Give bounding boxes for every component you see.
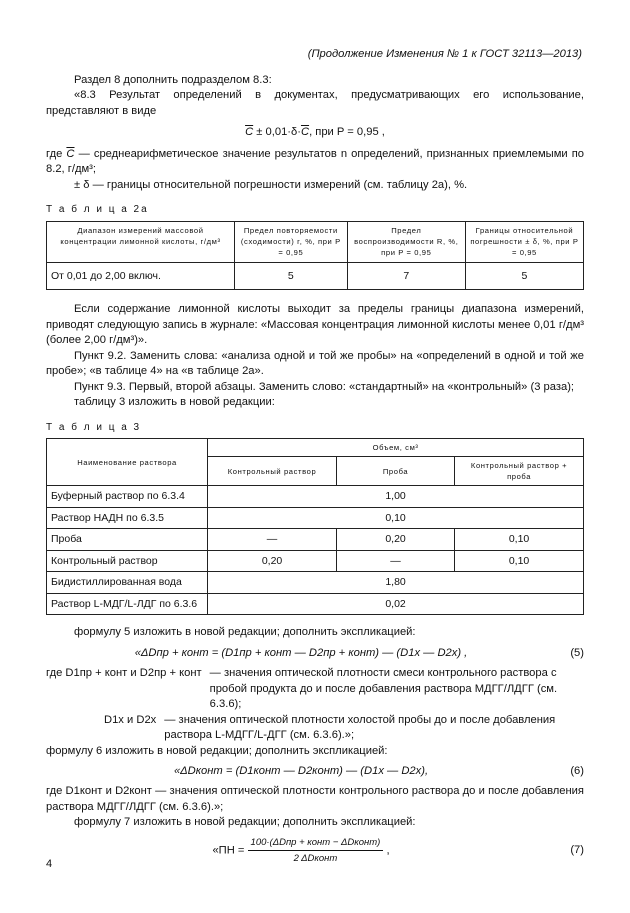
formula-6-row (46, 764, 584, 779)
t3-header-volume: Объем, см³ (208, 439, 584, 457)
where-c-symbol: $\overline{C}$ (66, 147, 75, 160)
table-3-header-row-1 (47, 439, 584, 457)
clause-8-3-text: «8.3 Результат определений в документах, предусматривающих его использование, представляют в виде (46, 89, 584, 117)
t3-row-value: 0,10 (208, 507, 584, 528)
table-row (47, 550, 584, 571)
document-body (46, 73, 584, 870)
t3-row-value: 0,02 (208, 593, 584, 614)
t2a-cell-range: От 0,01 до 2,00 включ. (47, 262, 235, 289)
formula-7-fraction (248, 836, 384, 865)
t3-row-value: 1,80 (208, 572, 584, 593)
t3-row-name: Контрольный раствор (47, 550, 208, 571)
formula-6-number: (6) (570, 764, 584, 777)
t2a-header-error: Границы относительной погрешности ± δ, %, при P = 0,95 (465, 221, 583, 262)
table-row (47, 572, 584, 593)
t3-row-name: Раствор НАДН по 6.3.5 (47, 507, 208, 528)
formula-7-tail: , (386, 844, 390, 857)
t2a-cell-R: 7 (347, 262, 465, 289)
table-3 (46, 438, 584, 615)
t3-row-name: Проба (47, 529, 208, 550)
formula-7-intro: формулу 7 изложить в новой редакции; дополнить экспликацией: (74, 816, 416, 829)
t3-row-c2: 0,20 (336, 529, 454, 550)
t3-header-name: Наименование раствора (47, 439, 208, 486)
t3-row-name: Бидистиллированная вода (47, 572, 208, 593)
pm-delta-explanation: ± δ — границы относительной погрешности измерений (см. таблицу 2а), %. (74, 178, 468, 191)
t3-row-name: Раствор L-МДГ/L-ЛДГ по 6.3.6 (47, 593, 208, 614)
formula-7 (46, 836, 556, 865)
formula-6: «ΔDконт = (D1конт — D2конт) — (D1х — D2х), (173, 764, 429, 777)
formula-6-intro: формулу 6 изложить в новой редакции; дополнить экспликацией: (46, 744, 388, 757)
table-row (47, 507, 584, 528)
table-2a-caption: Т а б л и ц а 2а (46, 204, 149, 216)
where-c-text: — среднеарифметическое значение результатов n определений, признанных приемлемыми по 8.2, г/дм³; (46, 147, 584, 176)
formula-5-explanation-2 (46, 713, 584, 744)
t3-row-c1: — (208, 529, 337, 550)
formula-6-explanation: где D1конт и D2конт — значения оптической плотности контрольного раствора до и после добавления раствора МДГГ/ЛДГГ (см. 6.3.6).»; (46, 785, 584, 813)
formula-5: «ΔDпр + конт = (D1пр + конт — D2пр + конт) — (D1х — D2х) , (134, 646, 468, 659)
t3-row-value: 1,00 (208, 486, 584, 507)
t3-row-c2: — (336, 550, 454, 571)
formula-5-row (46, 646, 584, 661)
formula-5-intro: формулу 5 изложить в новой редакции; дополнить экспликацией: (74, 626, 416, 639)
where-label: где (46, 147, 67, 160)
t3-row-name: Буферный раствор по 6.3.4 (47, 486, 208, 507)
f5-exp2-label: D1х и D2х (104, 713, 157, 726)
f5-exp1-label: где D1пр + конт и D2пр + конт (46, 667, 202, 680)
formula-c-bar: $\overline{C}$ (245, 126, 254, 139)
table-row (47, 593, 584, 614)
t3-header-control-sample: Контрольный раствор + проба (455, 457, 584, 486)
t3-header-control: Контрольный раствор (208, 457, 337, 486)
table-row (47, 486, 584, 507)
t2a-cell-r: 5 (234, 262, 347, 289)
result-formula (46, 125, 584, 140)
formula-7-denominator: 2 ΔDконт (293, 852, 338, 864)
t3-header-sample: Проба (336, 457, 454, 486)
paragraph-9-3: Пункт 9.3. Первый, второй абзацы. Заменить слово: «стандартный» на «контрольный» (3 раза); (74, 380, 575, 393)
table-3-caption: Т а б л и ц а 3 (46, 421, 142, 433)
section-8-intro: Раздел 8 дополнить подразделом 8.3: (74, 74, 272, 86)
table-2a (46, 221, 584, 290)
paragraph-9-2: Пункт 9.2. Заменить слова: «анализа одной и той же пробы» на «определений в одной и той же пробе»; «в таблице 4» на «в таблице 2а». (46, 349, 584, 378)
formula-5-explanation-1 (46, 666, 584, 712)
t3-row-c3: 0,10 (455, 550, 584, 571)
formula-tail: , при P = 0,95 , (309, 126, 385, 139)
table-row (47, 529, 584, 550)
t2a-header-repeatability: Предел повторяемости (сходимости) r, %, при P = 0,95 (234, 221, 347, 262)
t2a-cell-delta: 5 (465, 262, 583, 289)
t3-row-c1: 0,20 (208, 550, 337, 571)
formula-5-number: (5) (570, 646, 584, 659)
t2a-header-range: Диапазон измерений массовой концентрации лимонной кислоты, г/дм³ (47, 221, 235, 262)
f5-exp2-text: — значения оптической плотности холостой пробы до и после добавления раствора L-МДГГ/L-ДГГ (см. 6.3.6).»; (164, 713, 556, 742)
formula-7-lhs: «ПН = (212, 844, 245, 857)
formula-7-row (46, 836, 584, 865)
f5-exp1-text: — значения оптической плотности смеси контрольного раствора с пробой продукта до и после добавления раствора МДГГ/ЛДГГ (см. 6.3.6); (209, 667, 558, 711)
formula-c-bar-2: $\overline{C}$ (300, 126, 310, 139)
table-row (47, 262, 584, 289)
formula-mid: ± 0,01·δ· (253, 126, 301, 139)
formula-7-number: (7) (570, 843, 584, 856)
table-2a-header-row (47, 221, 584, 262)
page-number: 4 (46, 858, 53, 870)
paragraph-out-of-range: Если содержание лимонной кислоты выходит за пределы границы диапазона измерений, приводят следующую запись в журнале: «Массовая концентрация лимонной кислоты менее 0,01 г/дм³ (более 2,00 г/дм³)». (46, 303, 584, 347)
where-c-explanation (46, 147, 584, 178)
t3-row-c3: 0,10 (455, 529, 584, 550)
running-header: (Продолжение Изменения № 1 к ГОСТ 32113—2013) (307, 48, 582, 60)
formula-7-numerator: 100·(ΔDпр + конт − ΔDконт) (248, 836, 384, 851)
paragraph-table3-intro: таблицу 3 изложить в новой редакции: (74, 396, 275, 409)
t2a-header-reproducibility: Предел воспроизводимости R, %, при P = 0,95 (347, 221, 465, 262)
